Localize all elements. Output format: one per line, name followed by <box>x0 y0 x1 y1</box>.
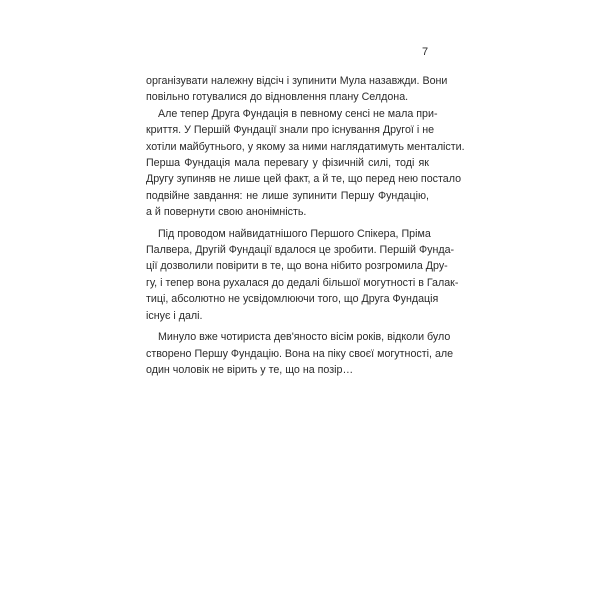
text-line: створено Першу Фундацію. Вона на піку своєї могутності, але <box>146 347 454 360</box>
text-line: ції дозволили повірити в те, що вона нібито розгромила Дру- <box>146 260 448 273</box>
text-line: Другу зупиняв не лише цей факт, а й те, що перед нею постало <box>146 173 462 186</box>
text-line: а й повернути свою анонімність. <box>146 206 307 219</box>
text-line: гу, і тепер вона рухалася до дедалі більшої могутності в Галак- <box>146 276 459 289</box>
text-line: тиці, абсолютно не усвідомлюючи того, що Друга Фундація <box>146 293 439 306</box>
page-text <box>146 73 465 378</box>
text-line: Але тепер Друга Фундація в певному сенсі не мала при- <box>158 107 438 120</box>
text-line: хотіли майбутнього, у якому за ними наглядатимуть менталісти. <box>146 140 465 153</box>
text-line: Під проводом найвидатнішого Першого Спікера, Пріма <box>158 227 431 240</box>
text-line: Перша Фундація мала перевагу у фізичній силі, тоді як <box>146 157 429 170</box>
text-line: повільно готувалися до відновлення плану Селдона. <box>146 91 409 104</box>
text-line: один чоловік не вірить у те, що на позір… <box>146 363 354 376</box>
text-line: Палвера, Другій Фундації вдалося це зробити. Першій Фунда- <box>146 244 455 257</box>
paragraph <box>146 329 454 378</box>
page-number: 7 <box>422 46 429 58</box>
text-line: криття. У Першій Фундації знали про існування Другої і не <box>146 124 435 137</box>
paragraph <box>146 73 448 106</box>
text-line: Минуло вже чотириста дев'яносто вісім років, відколи було <box>158 331 451 344</box>
paragraph <box>146 226 459 324</box>
paragraph <box>146 106 465 221</box>
text-line: подвійне завдання: не лише зупинити Першу Фундацію, <box>146 189 429 202</box>
text-line: існує і далі. <box>146 309 203 322</box>
text-line: організувати належну відсіч і зупинити Мула назавжди. Вони <box>146 75 448 87</box>
